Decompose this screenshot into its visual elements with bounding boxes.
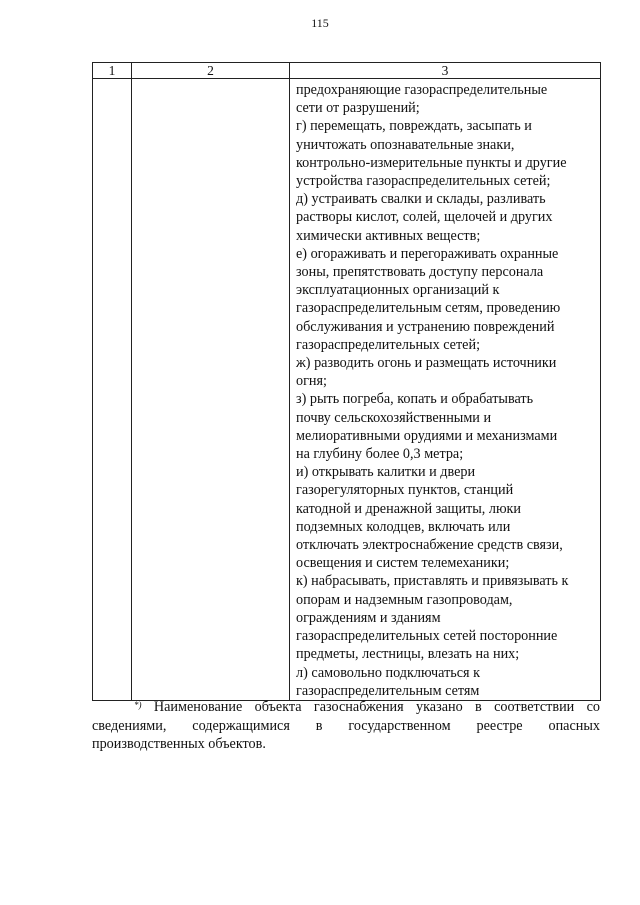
list-line: почву сельскохозяйственными и: [296, 409, 492, 426]
list-line: газораспределительных сетей посторонние: [296, 628, 558, 645]
list-line: катодной и дренажной защиты, люки: [296, 500, 522, 517]
restrictions-list: [290, 79, 600, 700]
list-line: г) перемещать, повреждать, засыпать и: [296, 118, 532, 135]
list-line: л) самовольно подключаться к: [296, 664, 481, 681]
list-line: предохраняющие газораспределительные: [296, 82, 548, 98]
list-line: ж) разводить огонь и размещать источники: [296, 355, 557, 372]
list-line: д) устраивать свалки и склады, разливать: [296, 191, 546, 208]
cell-column-1: [93, 79, 132, 701]
list-line: газорегуляторных пунктов, станций: [296, 482, 514, 499]
list-line: и) открывать калитки и двери: [296, 464, 476, 481]
list-line: газораспределительным сетям: [296, 682, 480, 699]
list-line: ограждениям и зданиям: [296, 609, 441, 626]
list-line: подземных колодцев, включать или: [296, 518, 511, 535]
list-line: освещения и систем телемеханики;: [296, 555, 510, 572]
list-line: огня;: [296, 373, 327, 390]
list-line: обслуживания и устранению повреждений: [296, 318, 555, 335]
list-line: мелиоративными орудиями и механизмами: [296, 427, 558, 444]
list-line: газораспределительным сетям, проведению: [296, 300, 561, 317]
list-line: на глубину более 0,3 метра;: [296, 446, 464, 463]
footnote-marker: *): [134, 700, 142, 710]
list-line: опорам и надземным газопроводам,: [296, 591, 513, 608]
column-header-1: 1: [93, 63, 132, 79]
list-line: уничтожать опознавательные знаки,: [296, 136, 515, 153]
column-header-2: 2: [132, 63, 290, 79]
requirements-table: [92, 62, 601, 701]
list-line: к) набрасывать, приставлять и привязывать к: [296, 573, 569, 590]
footnote-text: Наименование объекта газоснабжения указано в соответствии со сведениями, содержащимися в государственном реестре опасных производственных объектов.: [92, 699, 601, 752]
footnote: [92, 698, 600, 754]
cell-column-2: [132, 79, 290, 701]
table-row: [93, 79, 601, 701]
list-line: эксплуатационных организаций к: [296, 282, 500, 299]
list-line: предметы, лестницы, влезать на них;: [296, 646, 520, 663]
column-header-3: 3: [290, 63, 601, 79]
list-line: зоны, препятствовать доступу персонала: [296, 264, 544, 281]
list-line: сети от разрушений;: [296, 100, 420, 117]
list-line: контрольно-измерительные пункты и другие: [296, 154, 567, 171]
list-line: растворы кислот, солей, щелочей и других: [296, 209, 553, 226]
cell-column-3: [290, 79, 601, 701]
list-line: е) огораживать и перегораживать охранные: [296, 245, 559, 262]
table-header-row: [93, 63, 601, 79]
list-line: з) рыть погреба, копать и обрабатывать: [296, 391, 534, 408]
list-line: газораспределительных сетей;: [296, 336, 481, 353]
page-number: 115: [311, 16, 329, 30]
list-line: отключать электроснабжение средств связи,: [296, 537, 563, 554]
list-line: химически активных веществ;: [296, 227, 481, 244]
list-line: устройства газораспределительных сетей;: [296, 173, 551, 190]
